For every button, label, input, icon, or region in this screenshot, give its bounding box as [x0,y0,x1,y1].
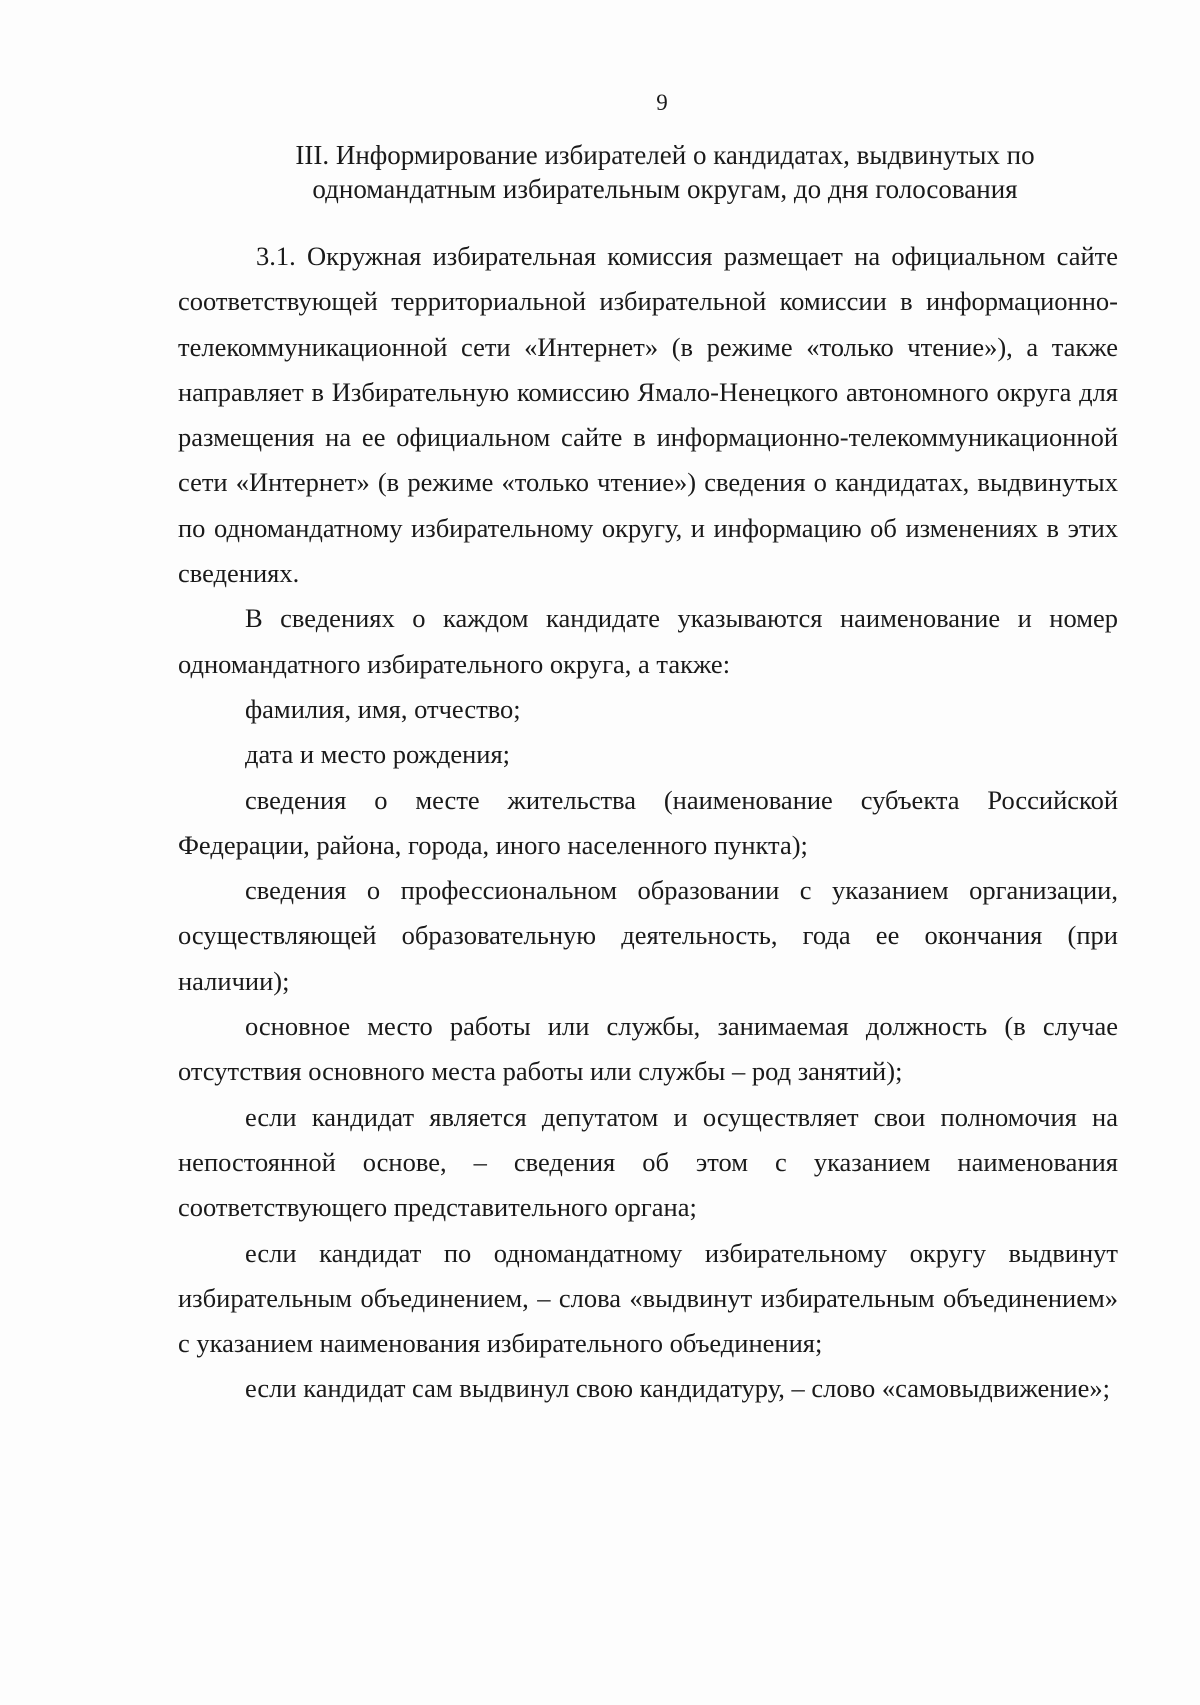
document-body [178,234,1118,1412]
paragraph-residence: сведения о месте жительства (наименование субъекта Российской Федерации, района, города, иного населенного пункта); [178,784,1118,860]
paragraph-self-nomination: если кандидат сам выдвинул свою кандидатуру, – слово «самовыдвижение»; [245,1373,1110,1404]
paragraph-birth: дата и место рождения; [245,739,511,770]
paragraph-deputy: если кандидат является депутатом и осуществляет свои полномочия на непостоянной основе, – сведения об этом с указанием наименования соответствующего представительного органа; [178,1101,1118,1223]
paragraph-workplace: основное место работы или службы, занимаемая должность (в случае отсутствия основного места работы или службы – род занятий); [178,1011,1118,1087]
paragraph-3-1: 3.1. Окружная избирательная комиссия размещает на официальном сайте соответствующей территориальной избирательной комиссии в информационно-телекоммуникационной сети «Интернет» (в режиме «только чтение»), а также направляет в Избирательную комиссию Ямало-Ненецкого автономного округа для размещения на ее официальном сайте в информационно-телекоммуникационной сети «Интернет» (в режиме «только чтение») сведения о кандидатах, выдвинутых по одномандатному избирательному округу, и информацию об изменениях в этих сведениях. [178,241,1118,589]
paragraph-education: сведения о профессиональном образовании с указанием организации, осуществляющей образовательную деятельность, года ее окончания (при наличии); [178,875,1118,996]
section-title: III. Информирование избирателей о кандидатах, выдвинутых по одномандатным избирательным округам, до дня голосования [295,140,1035,204]
paragraph-full-name: фамилия, имя, отчество; [245,693,521,724]
paragraph-candidate-info-intro: В сведениях о каждом кандидате указываются наименование и номер одномандатного избирательного округа, а также: [178,603,1118,679]
paragraph-nominated-by-association: если кандидат по одномандатному избирательному округу выдвинут избирательным объединением, – слова «выдвинут избирательным объединением» с указанием наименования избирательного объединения; [178,1237,1118,1359]
page-number: 9 [656,90,668,115]
